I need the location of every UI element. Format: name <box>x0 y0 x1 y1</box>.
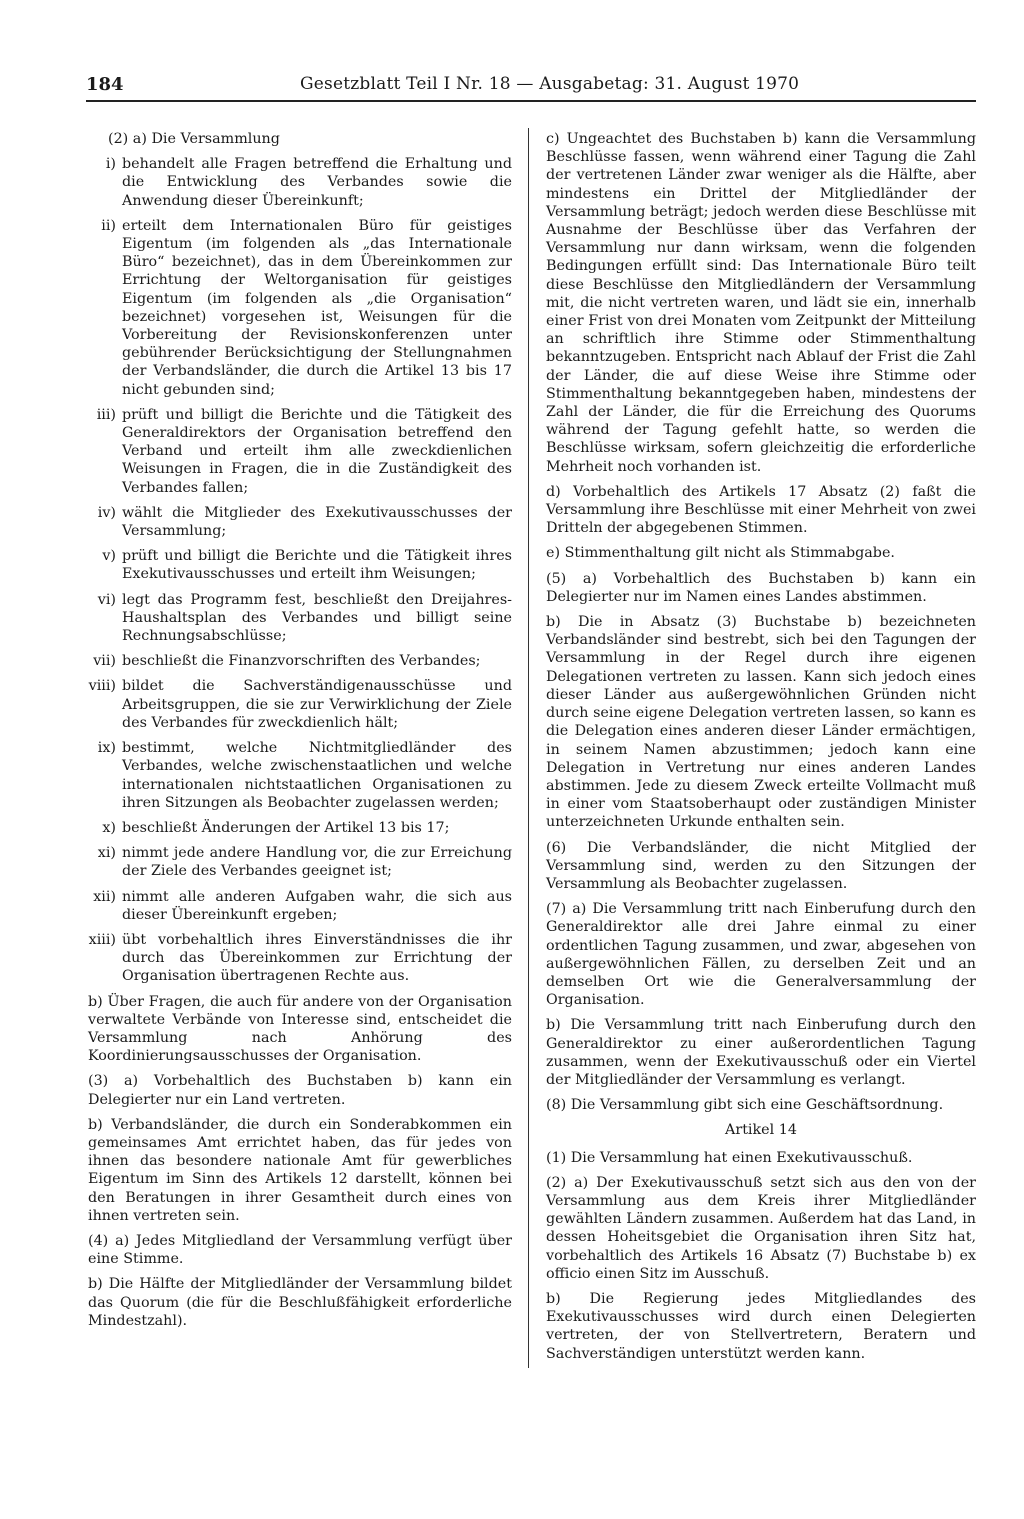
article-heading: Artikel 14 <box>725 1122 797 1139</box>
paragraph-5a: (5) a) Vorbehaltlich des Buchstaben b) kann ein Delegierter nur im Namen eines Landes abstimmen. <box>546 570 976 605</box>
paragraph-4d: d) Vorbehaltlich des Artikels 17 Absatz (2) faßt die Versammlung ihre Beschlüsse mit einer Mehrheit von zwei Dritteln der abgegebenen Stimmen. <box>546 483 976 537</box>
list-item-text: nimmt jede andere Handlung vor, die zur Erreichung der Ziele des Verbandes geeignet ist; <box>122 845 512 880</box>
paragraph-2a-intro: (2) a) Die Versammlung <box>108 131 280 147</box>
article-14-paragraph-1: (1) Die Versammlung hat einen Exekutivausschuß. <box>546 1149 913 1166</box>
list-item-text: nimmt alle anderen Aufgaben wahr, die sich aus dieser Übereinkunft ergeben; <box>122 888 512 923</box>
article-14-paragraph-2a: (2) a) Der Exekutivausschuß setzt sich aus den von der Versammlung aus dem Kreis ihrer Mitgliedländer gewählten Ländern zusammen. Außerdem hat das Land, in dessen Hoheitsgebiet die Organisation ihren Sitz hat, vorbehaltlich des Artikels 16 Absatz (7) Buchstabe b) ex officio einen Sitz im Ausschuß. <box>546 1174 976 1282</box>
list-item-text: behandelt alle Fragen betreffend die Erhaltung und die Entwicklung des Verbandes sowie die Anwendung dieser Übereinkunft; <box>122 156 512 209</box>
list-item-number: x) <box>102 819 116 836</box>
list-item <box>88 931 512 986</box>
list-item <box>88 591 512 646</box>
paragraph-8: (8) Die Versammlung gibt sich eine Geschäftsordnung. <box>546 1097 944 1114</box>
list-item-text: wählt die Mitglieder des Exekutivausschusses der Versammlung; <box>122 504 512 540</box>
list-item-number: xi) <box>97 845 116 862</box>
list-item <box>88 739 512 812</box>
list-item-number: vi) <box>97 591 116 608</box>
list-item-text: prüft und billigt die Berichte und die Tätigkeit ihres Exekutivausschusses und erteilt ihm Weisungen; <box>122 548 512 583</box>
paragraph-3b: b) Verbandsländer, die durch ein Sonderabkommen ein gemeinsames Amt errichtet haben, das für jedes von ihnen das besondere nationale Amt für gewerbliches Eigentum im Sinn des Artikels 12 darstellt, können bei den Beratungen in ihrer Gesamtheit durch eines von ihnen vertreten sein. <box>88 1116 512 1224</box>
left-column <box>88 130 512 1337</box>
list-item-text: erteilt dem Internationalen Büro für geistiges Eigentum (im folgenden als „das Internationale Büro“ bezeichnet), das in dem Übereinkommen zur Errichtung der Weltorganisation für geistiges Eigentum (im folgenden als „die Organisation“ bezeichnet) vorgesehen ist, Weisungen für die Vorbereitung der Revisionskonferenzen unter gebührender Berücksichtigung der Stellungnahmen der Verbandsländer, die durch die Artikel 13 bis 17 nicht gebunden sind; <box>122 217 512 398</box>
list-item <box>88 406 512 497</box>
paragraph-7a: (7) a) Die Versammlung tritt nach Einberufung durch den Generaldirektor alle drei Jahre einmal zu einer ordentlichen Tagung zusammen, und zwar, abgesehen von außergewöhnlichen Fällen, zu derselben Zeit und an demselben Ort wie die Generalversammlung der Organisation. <box>546 901 976 1009</box>
list-item-number: iii) <box>96 406 116 423</box>
list-item <box>88 547 512 583</box>
list-item <box>88 677 512 732</box>
list-item-number: v) <box>102 548 116 565</box>
header-rule <box>86 100 976 102</box>
article-14-paragraph-2b: b) Die Regierung jedes Mitgliedlandes des Exekutivausschusses wird durch einen Delegierten vertreten, der von Stellvertretern, Beratern und Sachverständigen unterstützt werden kann. <box>546 1290 976 1362</box>
list-item-text: übt vorbehaltlich ihres Einverständnisses die ihr durch das Übereinkommen zur Errichtung der Organisation übertragenen Rechte aus. <box>122 931 512 985</box>
list-item-text: bildet die Sachverständigenausschüsse und Arbeitsgruppen, die sie zur Verwirklichung der Ziele des Verbandes für zweckdienlich hält; <box>122 678 512 731</box>
paragraph-5b: b) Die in Absatz (3) Buchstabe b) bezeichneten Verbandsländer sind bestrebt, sich bei den Tagungen der Versammlung in der Regel durch ihre eigenen Delegationen vertreten zu lassen. Kann sich jedoch eines dieser Länder aus außergewöhnlichen Gründen nicht durch seine eigene Delegation vertreten lassen, so kann es die Delegation eines anderen dieser Länder ermächtigen, in seinem Namen abzustimmen; jedoch kann eine Delegation in Vertretung nur eines anderen Landes abstimmen. Jede zu diesem Zweck erteilte Vollmacht muß in einer vom Staatsoberhaupt oder zuständigen Minister unterzeichneten Urkunde enthalten sein. <box>546 614 976 831</box>
list-item-number: i) <box>105 156 116 173</box>
list-item-number: viii) <box>88 678 116 695</box>
list-item-text: prüft und billigt die Berichte und die Tätigkeit des Generaldirektors der Organisation betreffend den Verband und erteilt ihm alle zweckdienlichen Weisungen in Fragen, die in die Zuständigkeit des Verbandes fallen; <box>122 406 512 496</box>
list-item <box>88 155 512 210</box>
list-item <box>88 652 512 670</box>
list-item-number: iv) <box>97 504 116 521</box>
list-item-number: ii) <box>101 217 116 234</box>
list-item-text: beschließt die Finanzvorschriften des Verbandes; <box>122 653 481 670</box>
paragraph-2b: b) Über Fragen, die auch für andere von der Organisation verwaltete Verbände von Interesse sind, entscheidet die Versammlung nach Anhörung des Koordinierungsausschusses der Organisation. <box>88 993 512 1065</box>
list-item <box>88 844 512 880</box>
header-title: Gesetzblatt Teil I Nr. 18 — Ausgabetag: 31. August 1970 <box>300 74 800 94</box>
list-item-number: vii) <box>93 653 116 670</box>
paragraph-3a: (3) a) Vorbehaltlich des Buchstaben b) kann ein Delegierter nur ein Land vertreten. <box>88 1073 512 1108</box>
paragraph-4e: e) Stimmenthaltung gilt nicht als Stimmabgabe. <box>546 545 895 562</box>
list-item-text: beschließt Änderungen der Artikel 13 bis 17; <box>122 819 450 836</box>
paragraph-4c: c) Ungeachtet des Buchstaben b) kann die Versammlung Beschlüsse fassen, wenn während einer Tagung die Zahl der vertretenen Länder zwar weniger als die Hälfte, aber mindestens ein Drittel der Mitgliedländer der Versammlung beträgt; jedoch werden diese Beschlüsse mit Ausnahme der Beschlüsse über das Verfahren der Versammlung nur dann wirksam, wenn die folgenden Bedingungen erfüllt sind: Das Internationale Büro teilt diese Beschlüsse den Mitgliedländern der Versammlung mit, die nicht vertreten waren, und lädt sie ein, innerhalb einer Frist von drei Monaten vom Zeitpunkt der Mitteilung an schriftlich ihre Stimme oder Stimmenthaltung bekanntzugeben. Entspricht nach Ablauf der Frist die Zahl der Länder, die auf diese Weise ihre Stimme oder Stimmenthaltung bekanntgegeben haben, mindestens der Zahl der Länder, die für die Erreichung des Quorums während der Tagung gefehlt hatte, so werden die Beschlüsse wirksam, sofern gleichzeitig die erforderliche Mehrheit noch vorhanden ist. <box>546 131 976 475</box>
page-number: 184 <box>86 74 124 95</box>
paragraph-6: (6) Die Verbandsländer, die nicht Mitglied der Versammlung sind, werden zu den Sitzungen der Versammlung als Beobachter zugelassen. <box>546 839 976 892</box>
list-item-number: xiii) <box>88 931 116 948</box>
list-item <box>88 819 512 837</box>
list-item <box>88 504 512 540</box>
list-item-text: bestimmt, welche Nichtmitgliedländer des Verbandes, welche zwischenstaatlichen und welche internationalen nichtstaatlichen Organisationen zu ihren Sitzungen als Beobachter zugelassen werden; <box>122 740 512 811</box>
paragraph-7b: b) Die Versammlung tritt nach Einberufung durch den Generaldirektor zu einer außerordentlichen Tagung zusammen, wenn der Exekutivausschuß oder ein Viertel der Mitgliedländer der Versammlung es verlangt. <box>546 1017 976 1088</box>
paragraph-4a: (4) a) Jedes Mitgliedland der Versammlung verfügt über eine Stimme. <box>88 1232 512 1268</box>
column-divider <box>528 128 529 1368</box>
list-item-text: legt das Programm fest, beschließt den Dreijahres-Haushaltsplan des Verbandes und billigt seine Rechnungsabschlüsse; <box>122 591 512 645</box>
right-column <box>546 130 976 1370</box>
list-item <box>88 888 512 924</box>
list-item-number: xii) <box>93 888 116 905</box>
list-item-number: ix) <box>97 740 116 757</box>
paragraph-4b: b) Die Hälfte der Mitgliedländer der Versammlung bildet das Quorum (die für die Beschlußfähigkeit erforderliche Mindestzahl). <box>88 1276 512 1329</box>
list-item <box>88 217 512 399</box>
